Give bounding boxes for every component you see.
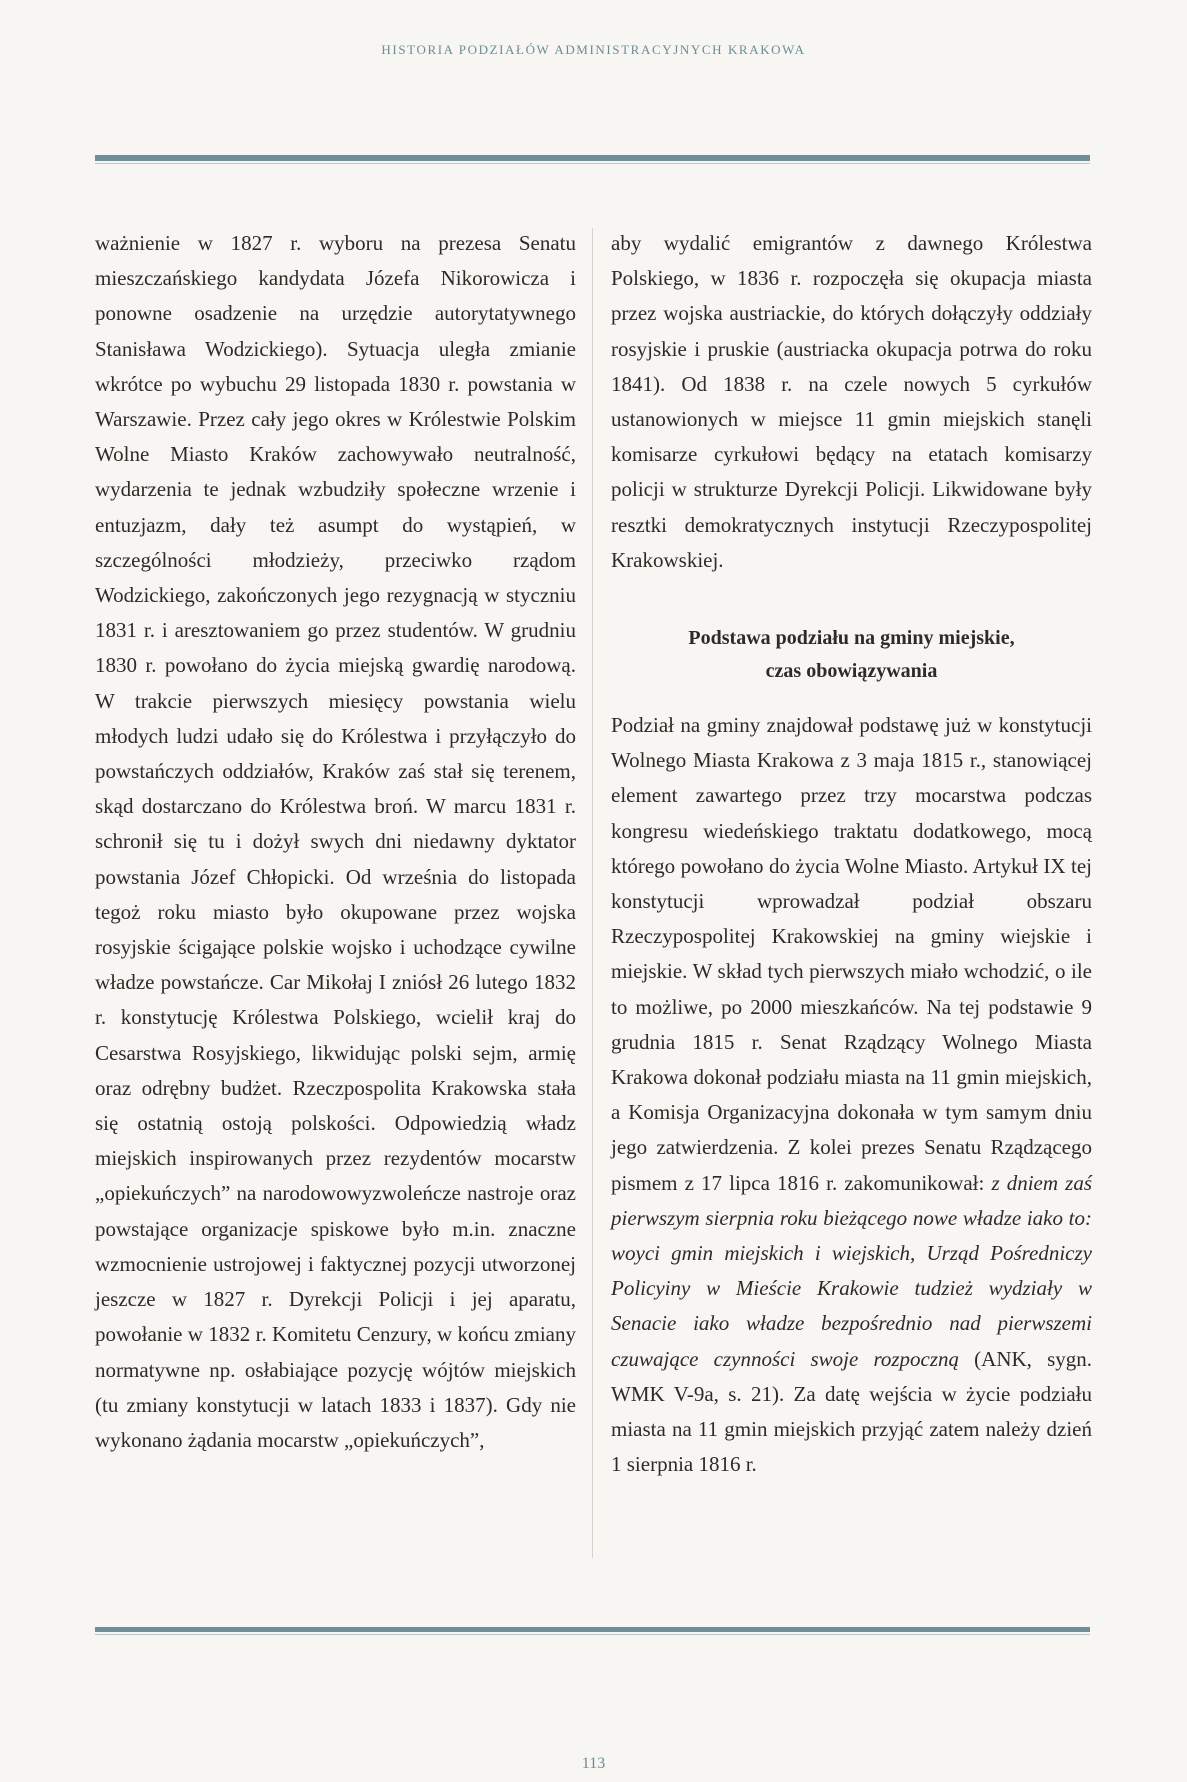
section-heading-line-2: czas obowiązywania xyxy=(765,660,938,683)
bottom-rule-thin xyxy=(95,1634,1090,1635)
paragraph-2-text-end: (ANK, sygn. WMK V-9a, s. 21). Za datę wejścia w życie podziału miasta na 11 gmin miejskich przyjąć zatem należy dzień 1 sierpnia 1816 r. xyxy=(611,1346,1092,1477)
archival-quote: z dniem zaś pierwszym sierpnia roku bieżącego nowe władze iako to: woyci gmin miejskich i wiejskich, Urząd Pośredniczy Policyiny w Mieście Krakowie tudzież wydziały w Senacie iako władze bezpośrednio nad pierwszemi czuwające czynności swoje rozpoczną xyxy=(611,1170,1092,1371)
section-heading-line-1: Podstawa podziału na gminy miejskie, xyxy=(688,627,1015,650)
section-heading xyxy=(611,622,1092,688)
page-number: 113 xyxy=(581,1755,606,1772)
paragraph-2-text: Podział na gminy znajdował podstawę już w konstytucji Wolnego Miasta Krakowa z 3 maja 1815 r., stanowiącej element zawartego przez trzy mocarstwa podczas kongresu wiedeńskiego traktatu dodatkowego, mocą którego powołano do życia Wolne Miasto. Artykuł IX tej konstytucji wprowadzał podział obszaru Rzeczypospolitej Krakowskiej na gminy wiejskie i miejskie. W skład tych pierwszych miało wchodzić, o ile to możliwe, po 2000 mieszkańców. Na tej podstawie 9 grudnia 1815 r. Senat Rządzący Wolnego Miasta Krakowa dokonał podziału miasta na 11 gmin miejskich, a Komisja Organizacyjna dokonała w tym samym dniu jego zatwierdzenia. Z kolei prezes Senatu Rządzącego pismem z 17 lipca 1816 r. zakomunikował: xyxy=(611,713,1092,1195)
right-column xyxy=(611,226,1092,1483)
right-column-paragraph-2 xyxy=(611,708,1092,1482)
left-column-paragraph: ważnienie w 1827 r. wyboru na prezesa Senatu mieszczańskiego kandydata Józefa Nikorowicza i ponowne osadzenie na urzędzie autorytatywnego Stanisława Wodzickiego). Sytuacja uległa zmianie wkrótce po wybuchu 29 listopada 1830 r. powstania w Warszawie. Przez cały jego okres w Królestwie Polskim Wolne Miasto Kraków zachowywało neutralność, wydarzenia te jednak wzbudziły społeczne wrzenie i entuzjazm, dały też asumpt do wystąpień, w szczególności młodzieży, przeciwko rządom Wodzickiego, zakończonych jego rezygnacją w styczniu 1831 r. i aresztowaniem go przez studentów. W grudniu 1830 r. powołano do życia miejską gwardię narodową. W trakcie pierwszych miesięcy powstania wielu młodych ludzi udało się do Królestwa i przyłączyło do powstańczych oddziałów, Kraków zaś stał się terenem, skąd dostarczano do Królestwa broń. W marcu 1831 r. schronił się tu i dożył swych dni niedawny dyktator powstania Józef Chłopicki. Od września do listopada tegoż roku miasto było okupowane przez wojska rosyjskie ścigające polskie wojsko i uchodzące cywilne władze powstańcze. Car Mikołaj I zniósł 26 lutego 1832 r. konstytucję Królestwa Polskiego, wcielił kraj do Cesarstwa Rosyjskiego, likwidując polski sejm, armię oraz odrębny budżet. Rzeczpospolita Krakowska stała się ostatnią ostoją polskości. Odpowiedzią władz miejskich inspirowanych przez rezydentów mocarstw „opiekuńczych” na narodowowyzwoleńcze nastroje oraz powstające organizacje spiskowe było m.in. znaczne wzmocnienie ustrojowej i faktycznej pozycji utworzonej jeszcze w 1827 r. Dyrekcji Policji i jej aparatu, powołanie w 1832 r. Komitetu Cenzury, w końcu zmiany normatywne np. osłabiające pozycję wójtów miejskich (tu zmiany konstytucji w latach 1833 i 1837). Gdy nie wykonano żądania mocarstw „opiekuńczych”, xyxy=(95,231,576,1452)
running-head: HISTORIA PODZIAŁÓW ADMINISTRACYJNYCH KRAKOWA xyxy=(381,42,806,57)
top-rule-thin xyxy=(95,163,1090,164)
column-divider xyxy=(592,228,593,1558)
left-column xyxy=(95,226,576,1458)
bottom-rule xyxy=(95,1627,1090,1632)
right-column-paragraph-1: aby wydalić emigrantów z dawnego Królestwa Polskiego, w 1836 r. rozpoczęła się okupacja miasta przez wojska austriackie, do których dołączyły oddziały rosyjskie i pruskie (austriacka okupacja potrwa do roku 1841). Od 1838 r. na czele nowych 5 cyrkułów ustanowionych w miejsce 11 gmin miejskich stanęli komisarze cyrkułowi będący na etatach komisarzy policji w strukturze Dyrekcji Policji. Likwidowane były resztki demokratycznych instytucji Rzeczypospolitej Krakowskiej. xyxy=(611,231,1092,572)
top-rule xyxy=(95,155,1090,161)
